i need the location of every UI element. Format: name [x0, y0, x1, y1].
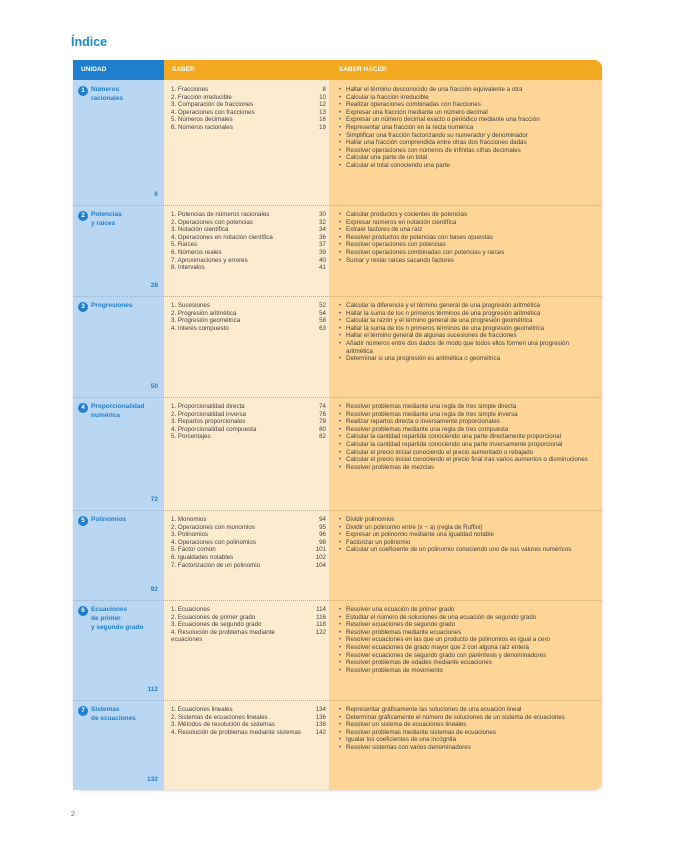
- unit-number-badge: 5: [78, 516, 88, 526]
- saber-item-page: 82: [319, 433, 326, 441]
- unit-page: 28: [150, 282, 158, 289]
- header-saber: SABER: [164, 60, 329, 80]
- saber-hacer-list: [339, 606, 597, 674]
- unit-page: 112: [147, 686, 158, 693]
- saber-hacer-item: • Hallar una fracción comprendida entre otras dos fracciones dadas: [339, 139, 597, 147]
- saber-hacer-item: • Resolver problemas mediante sistemas de ecuaciones: [339, 729, 597, 737]
- saber-item: [171, 101, 326, 109]
- saber-hacer-item: • Calcular el precio inicial conociendo el precio final tras varios aumentos o disminuciones: [339, 456, 597, 464]
- saber-hacer-item: • Sumar y restar raíces sacando factores: [339, 257, 597, 265]
- saber-item-text: 2. Operaciones con monomios: [171, 523, 255, 531]
- unit-number-badge: 4: [78, 403, 88, 413]
- saber-item-text: 6. Igualdades notables: [171, 553, 234, 561]
- saber-hacer-item: • Estudiar el número de soluciones de una ecuación de segundo grado: [339, 614, 597, 622]
- saber-item-text: 3. Comparación de fracciones: [171, 101, 254, 109]
- saber-hacer-item: • Calcular una parte de un total: [339, 154, 597, 162]
- saber-item: [171, 524, 326, 532]
- saber-hacer-item: • Realizar operaciones combinadas con fracciones: [339, 101, 597, 109]
- saber-list: [171, 86, 326, 132]
- saber-item: [171, 606, 326, 614]
- saber-hacer-item: • Igualar los coeficientes de una incógnita: [339, 736, 597, 744]
- unit-name: Proporcionalidad numérica: [91, 403, 145, 419]
- saber-item-page: 142: [315, 728, 326, 736]
- saber-hacer-item: • Dividir polinomios: [339, 516, 597, 524]
- saber-list: [171, 606, 326, 644]
- saber-item: [171, 211, 326, 219]
- saber-item-text: 1. Potencias de números racionales: [171, 211, 270, 218]
- saber-item-page: 34: [319, 226, 326, 234]
- saber-item: [171, 531, 326, 539]
- saber-item-text: 3. Progresión geométrica: [171, 317, 241, 325]
- saber-item-text: 7. Factorización de un polinomio: [171, 561, 261, 569]
- saber-item-page: 12: [319, 101, 326, 109]
- unit-page: 50: [150, 383, 158, 390]
- saber-hacer-item: • Calcular el total conociendo una parte: [339, 162, 597, 170]
- saber-item-text: 4. Interés compuesto: [171, 324, 229, 332]
- saber-item-text: 1. Ecuaciones lineales: [171, 706, 233, 713]
- saber-item: [171, 629, 326, 644]
- saber-item-page: 98: [319, 538, 326, 546]
- saber-item-page: 101: [315, 546, 326, 554]
- saber-item: [171, 614, 326, 622]
- saber-hacer-item: • Realizar repartos directa o inversamente proporcionales: [339, 418, 597, 426]
- saber-item: [171, 249, 326, 257]
- saber-item-page: 37: [319, 241, 326, 249]
- saber-hacer-item: • Resolver ecuaciones en las que un producto de polinomios es igual a cero: [339, 636, 597, 644]
- saber-hacer-item: • Resolver problemas mediante una regla de tres compuesta: [339, 426, 597, 434]
- saber-item-page: 118: [316, 621, 326, 629]
- saber-item: [171, 226, 326, 234]
- saber-hacer-item: • Expresar un número decimal exacto o periódico mediante una fracción: [339, 116, 597, 124]
- saber-item: [171, 94, 326, 102]
- saber-item-page: 36: [319, 233, 326, 241]
- unit-name: Sistemas de ecuaciones: [91, 706, 136, 722]
- unit-number-badge: 1: [78, 86, 88, 96]
- saber-hacer-item: • Resolver una ecuación de primer grado: [339, 606, 597, 614]
- saber-item-text: 3. Notación científica: [171, 226, 229, 234]
- saber-hacer-list: [339, 403, 597, 471]
- saber-item-text: 2. Operaciones con potencias: [171, 218, 253, 226]
- saber-item: [171, 317, 326, 325]
- saber-item: [171, 241, 326, 249]
- saber-item-page: 40: [319, 256, 326, 264]
- saber-item-page: 8: [322, 86, 326, 93]
- saber-item: [171, 721, 326, 729]
- saber-list: [171, 706, 326, 736]
- saber-item-page: 32: [319, 218, 326, 226]
- unit-name: Polinomios: [91, 516, 127, 523]
- saber-hacer-item: • Resolver productos de potencias con bases opuestas: [339, 234, 597, 242]
- saber-hacer-item: • Resolver problemas mediante ecuaciones: [339, 629, 597, 637]
- unit-page: 92: [150, 586, 158, 593]
- saber-item-text: 1. Sucesiones: [171, 302, 210, 309]
- saber-hacer-item: • Resolver sistemas con varios denominadores: [339, 744, 597, 752]
- saber-hacer-item: • Resolver problemas de edades mediante ecuaciones: [339, 659, 597, 667]
- saber-item: [171, 433, 326, 441]
- saber-item: [171, 264, 326, 272]
- saber-hacer-item: • Resolver problemas mediante una regla de tres simple inversa: [339, 411, 597, 419]
- saber-item: [171, 546, 326, 554]
- saber-item-page: 10: [319, 93, 326, 101]
- saber-item: [171, 325, 326, 333]
- saber-item: [171, 418, 326, 426]
- saber-hacer-item: • Hallar el término general de algunas sucesiones de fracciones: [339, 332, 597, 340]
- saber-list: [171, 211, 326, 272]
- saber-item-page: 104: [315, 561, 326, 569]
- saber-hacer-item: • Expresar números en notación científica: [339, 219, 597, 227]
- saber-item-text: 2. Fracción irreducible: [171, 93, 232, 101]
- saber-item-text: 7. Aproximaciones y errores: [171, 256, 248, 264]
- saber-hacer-item: • Resolver problemas de mezclas: [339, 464, 597, 472]
- saber-item: [171, 729, 326, 737]
- saber-item: [171, 86, 326, 94]
- saber-hacer-list: [339, 211, 597, 264]
- unit-cell: [73, 700, 164, 790]
- saber-item-page: 116: [316, 613, 326, 621]
- saber-item-text: 2. Ecuaciones de primer grado: [171, 613, 256, 621]
- saber-item: [171, 426, 326, 434]
- header-unidad: UNIDAD: [73, 60, 164, 80]
- unit-cell: [73, 600, 164, 700]
- saber-hacer-item: • Representar gráficamente las soluciones de una ecuación lineal: [339, 706, 597, 714]
- page-title: Índice: [71, 35, 108, 49]
- saber-hacer-list: [339, 302, 597, 363]
- saber-hacer-item: • Calcular la cantidad repartida conociendo una parte inversamente proporcional: [339, 441, 597, 449]
- unit-cell: [73, 205, 164, 296]
- saber-item-page: 54: [319, 309, 326, 317]
- saber-hacer-item: • Resolver operaciones con números de infinitas cifras decimales: [339, 147, 597, 155]
- saber-item-text: 5. Factor común: [171, 546, 216, 554]
- saber-item-page: 138: [315, 721, 326, 729]
- saber-item-page: 74: [319, 403, 326, 410]
- saber-item-text: 4. Operaciones con fracciones: [171, 108, 255, 116]
- saber-item-text: 3. Ecuaciones de segundo grado: [171, 621, 262, 629]
- saber-item: [171, 234, 326, 242]
- saber-item: [171, 706, 326, 714]
- saber-item-text: 1. Monomios: [171, 516, 207, 523]
- unit-number-badge: 2: [78, 211, 88, 221]
- saber-item: [171, 403, 326, 411]
- saber-item-page: 134: [315, 706, 326, 713]
- saber-item-text: 6. Números reales: [171, 248, 222, 256]
- saber-item-text: 1. Proporcionalidad directa: [171, 403, 245, 410]
- index-table: [73, 60, 602, 790]
- saber-item: [171, 219, 326, 227]
- saber-item-page: 58: [319, 317, 326, 325]
- saber-hacer-item: • Determinar si una progresión es aritmética o geométrica: [339, 355, 597, 363]
- saber-item-text: 6. Números racionales: [171, 123, 233, 131]
- saber-hacer-item: • Hallar la suma de los n primeros términos de una progresión geométrica: [339, 325, 597, 333]
- saber-hacer-item: • Calcular la diferencia y el término general de una progresión aritmética: [339, 302, 597, 310]
- saber-item-text: 5. Raíces: [171, 241, 198, 249]
- saber-item-text: 4. Proporcionalidad compuesta: [171, 425, 257, 433]
- saber-hacer-item: • Calcular la fracción irreducible: [339, 94, 597, 102]
- saber-hacer-item: • Resolver problemas mediante una regla de tres simple directa: [339, 403, 597, 411]
- saber-hacer-item: • Resolver problemas de movimiento: [339, 667, 597, 675]
- saber-hacer-item: • Determinar gráficamente el número de soluciones de un sistema de ecuaciones: [339, 714, 597, 722]
- unit-page: 6: [154, 191, 158, 198]
- saber-hacer-list: [339, 706, 597, 752]
- saber-item: [171, 257, 326, 265]
- saber-item: [171, 411, 326, 419]
- unit-number-badge: 3: [78, 302, 88, 312]
- unit-number-badge: 6: [78, 606, 88, 616]
- saber-item-page: 114: [316, 606, 326, 613]
- saber-hacer-item: • Calcular un coeficiente de un polinomio conociendo uno de sus valores numéricos: [339, 546, 597, 554]
- saber-item-text: 4. Operaciones en notación científica: [171, 233, 273, 241]
- saber-item-page: 78: [319, 418, 326, 426]
- unit-cell: [73, 80, 164, 205]
- saber-item-page: 30: [319, 211, 326, 218]
- saber-item-page: 41: [319, 264, 326, 272]
- saber-hacer-item: • Calcular la razón y el término general de una progresión geométrica: [339, 317, 597, 325]
- saber-hacer-item: • Calcular la cantidad repartida conociendo una parte directamente proporcional: [339, 433, 597, 441]
- unit-page: 72: [150, 496, 158, 503]
- saber-item-page: 76: [319, 410, 326, 418]
- saber-item-text: 5. Porcentajes: [171, 433, 211, 441]
- unit-number-badge: 7: [78, 706, 88, 716]
- saber-hacer-item: • Hallar el término desconocido de una fracción equivalente a otra: [339, 86, 597, 94]
- saber-hacer-item: • Resolver un sistema de ecuaciones lineales: [339, 721, 597, 729]
- saber-item-page: 94: [319, 516, 326, 523]
- saber-hacer-item: • Calcular el precio inicial conociendo el precio aumentado o rebajado: [339, 449, 597, 457]
- saber-list: [171, 403, 326, 441]
- saber-item-page: 13: [319, 108, 326, 116]
- saber-item-text: 1. Fracciones: [171, 86, 209, 93]
- saber-item-text: 1. Ecuaciones: [171, 606, 210, 613]
- saber-hacer-list: [339, 516, 597, 554]
- unit-name: Ecuaciones de primer y segundo grado: [91, 606, 144, 631]
- saber-item-text: 2. Sistemas de ecuaciones lineales: [171, 713, 268, 721]
- saber-item-text: 8. Intervalos: [171, 264, 205, 272]
- saber-item-text: 4. Operaciones con polinomios: [171, 538, 256, 546]
- saber-item-page: 80: [319, 425, 326, 433]
- saber-item-text: 4. Resolución de problemas mediante sistemas: [171, 728, 302, 736]
- saber-hacer-item: • Expresar un polinomio mediante una igualdad notable: [339, 531, 597, 539]
- saber-item-text: 2. Proporcionalidad inversa: [171, 410, 246, 418]
- saber-item: [171, 714, 326, 722]
- saber-item-text: 5. Números decimales: [171, 116, 233, 124]
- unit-page: 132: [147, 776, 158, 783]
- saber-item-text: 3. Polinomios: [171, 531, 209, 539]
- saber-list: [171, 516, 326, 569]
- saber-item-page: 136: [315, 713, 326, 721]
- saber-hacer-item: • Resolver ecuaciones de segundo grado con paréntesis y denominadores: [339, 652, 597, 660]
- saber-item: [171, 109, 326, 117]
- saber-item-page: 19: [319, 123, 326, 131]
- unit-name: Progresiones: [91, 302, 133, 309]
- unit-cell: [73, 510, 164, 600]
- saber-hacer-item: • Representar una fracción en la recta numérica: [339, 124, 597, 132]
- saber-item-text: 3. Repartos proporcionales: [171, 418, 246, 426]
- saber-hacer-item: • Simplificar una fracción factorizando su numerador y denominador: [339, 132, 597, 140]
- saber-hacer-item: • Resolver ecuaciones de segundo grado: [339, 621, 597, 629]
- unit-cell: [73, 296, 164, 397]
- saber-hacer-item: • Resolver operaciones con potencias: [339, 241, 597, 249]
- saber-item-page: 63: [319, 324, 326, 332]
- saber-item: [171, 124, 326, 132]
- saber-item-page: 122: [315, 628, 326, 636]
- saber-item: [171, 310, 326, 318]
- unit-cell: [73, 397, 164, 510]
- saber-item-page: 102: [315, 553, 326, 561]
- saber-item: [171, 116, 326, 124]
- saber-item-text: 3. Métodos de resolución de sistemas: [171, 721, 275, 729]
- saber-hacer-item: • Expresar una fracción mediante un número decimal: [339, 109, 597, 117]
- saber-hacer-item: • Añadir números entre dos dados de modo que todos ellos formen una progresión aritmética: [339, 340, 597, 355]
- saber-item-text: 2. Progresión aritmética: [171, 309, 237, 317]
- saber-hacer-list: [339, 86, 597, 170]
- saber-item: [171, 516, 326, 524]
- saber-hacer-item: • Resolver ecuaciones de grado mayor que 2 con alguna raíz entera: [339, 644, 597, 652]
- page-number: 2: [71, 811, 75, 818]
- saber-hacer-item: • Hallar la suma de los n primeros términos de una progresión aritmética: [339, 310, 597, 318]
- saber-hacer-item: • Dividir un polinomio entre (x − a) (regla de Ruffini): [339, 524, 597, 532]
- saber-item-page: 95: [319, 523, 326, 531]
- saber-list: [171, 302, 326, 332]
- saber-hacer-item: • Factorizar un polinomio: [339, 539, 597, 547]
- saber-hacer-item: • Calcular productos y cocientes de potencias: [339, 211, 597, 219]
- saber-item-page: 96: [319, 531, 326, 539]
- unit-name: Números racionales: [91, 86, 124, 102]
- header-saber-hacer: SABER HACER: [329, 60, 602, 80]
- saber-item: [171, 539, 326, 547]
- saber-item: [171, 621, 326, 629]
- saber-hacer-item: • Extraer factores de una raíz: [339, 226, 597, 234]
- saber-item: [171, 554, 326, 562]
- saber-hacer-item: • Resolver operaciones combinadas con potencias y raíces: [339, 249, 597, 257]
- saber-item-page: 16: [319, 116, 326, 124]
- unit-name: Potencias y raíces: [91, 211, 122, 227]
- saber-item: [171, 562, 326, 570]
- saber-item-text: 4. Resolución de problemas mediante ecuaciones: [171, 628, 275, 644]
- saber-item: [171, 302, 326, 310]
- saber-item-page: 52: [319, 302, 326, 309]
- saber-item-page: 39: [319, 248, 326, 256]
